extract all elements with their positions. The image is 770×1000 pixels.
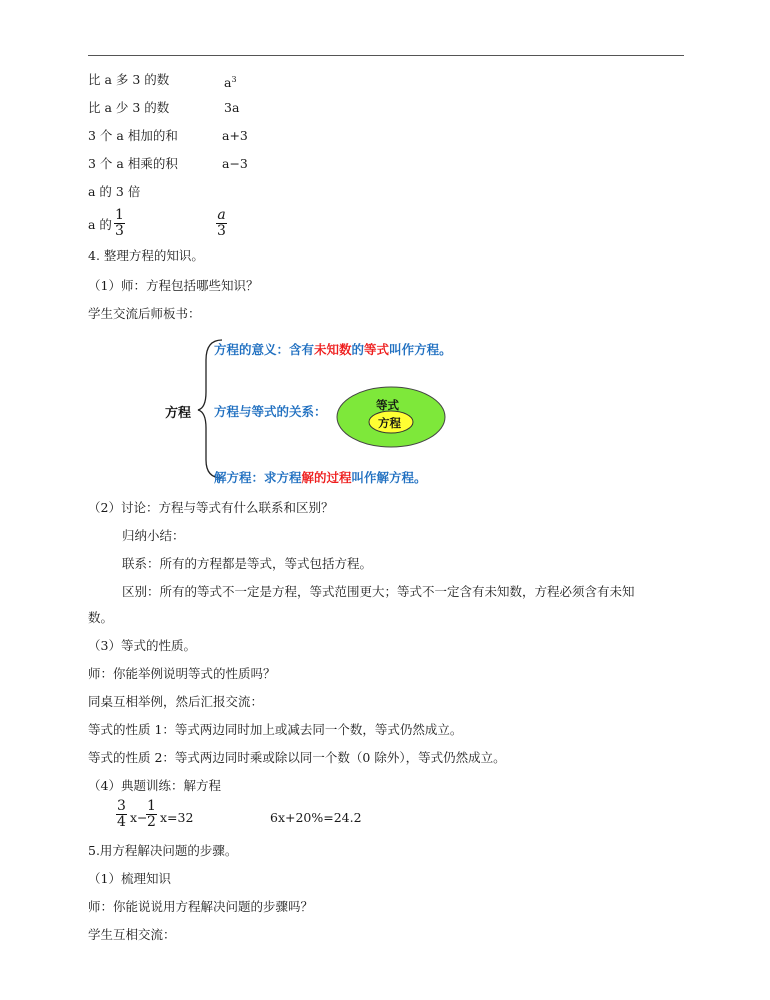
branch-relation: 方程与等式的关系： — [214, 404, 327, 419]
diagram-root-label: 方程 — [165, 406, 192, 421]
equation-1-middle: x− — [130, 810, 148, 825]
table-row-left: 比 a 多 3 的数 — [88, 72, 170, 87]
table-row-right: 3a — [224, 100, 240, 115]
difference-text-line1: 区别：所有的等式不一定是方程，等式范围更大；等式不一定含有未知数，方程必须含有未知 — [122, 584, 635, 599]
desk-exchange: 同桌互相举例，然后汇报交流： — [88, 694, 264, 709]
equation-label: 方程 — [378, 416, 401, 430]
table-row-right: a+3 — [222, 128, 248, 143]
equation-1-tail: x=32 — [160, 810, 194, 825]
board-note: 学生交流后师板书： — [88, 306, 201, 321]
link-text: 联系：所有的方程都是等式，等式包括方程。 — [122, 556, 373, 571]
fraction-a-over-3: a 3 — [217, 207, 226, 239]
table-row-left: a 的 — [88, 217, 112, 232]
teacher-prompt: 师：你能举例说明等式的性质吗？ — [88, 666, 276, 681]
difference-text-line2: 数。 — [88, 610, 114, 625]
fraction-one-half: 1 2 — [147, 798, 156, 830]
table-row-left: 比 a 少 3 的数 — [88, 100, 170, 115]
property-1: 等式的性质 1：等式两边同时加上或减去同一个数，等式仍然成立。 — [88, 722, 463, 737]
equality-label: 等式 — [376, 398, 399, 412]
table-row-right: a−3 — [222, 156, 248, 171]
question-4: （4）典题训练：解方程 — [88, 778, 221, 793]
fraction-one-third: 1 3 — [115, 207, 124, 239]
question-3: （3）等式的性质。 — [88, 638, 196, 653]
equation-2: 6x+20%=24.2 — [270, 810, 362, 825]
equation-concept-diagram — [160, 330, 480, 490]
branch-solving: 解方程：求方程解的过程叫作解方程。 — [214, 470, 427, 485]
table-row-right: $a^3$ — [224, 75, 237, 91]
branch-meaning: 方程的意义：含有未知数的等式叫作方程。 — [214, 342, 452, 357]
section-4-title: 4. 整理方程的知识。 — [88, 248, 204, 263]
section-5-teacher: 师：你能说说用方程解决问题的步骤吗？ — [88, 899, 314, 914]
section-5-students: 学生互相交流： — [88, 927, 176, 942]
table-row-left: 3 个 a 相乘的积 — [88, 156, 178, 171]
table-row-left: 3 个 a 相加的和 — [88, 128, 178, 143]
question-2: （2）讨论：方程与等式有什么联系和区别？ — [88, 500, 334, 515]
section-5-question-1: （1）梳理知识 — [88, 871, 171, 886]
summary-title: 归纳小结： — [122, 528, 185, 543]
question-1: （1）师：方程包括哪些知识？ — [88, 278, 259, 293]
fraction-three-quarters: 3 4 — [117, 798, 126, 830]
property-2: 等式的性质 2：等式两边同时乘或除以同一个数（0 除外），等式仍然成立。 — [88, 750, 506, 765]
table-row-left: a 的 3 倍 — [88, 184, 141, 199]
section-5-title: 5.用方程解决问题的步骤。 — [88, 843, 238, 858]
header-rule — [88, 55, 684, 56]
